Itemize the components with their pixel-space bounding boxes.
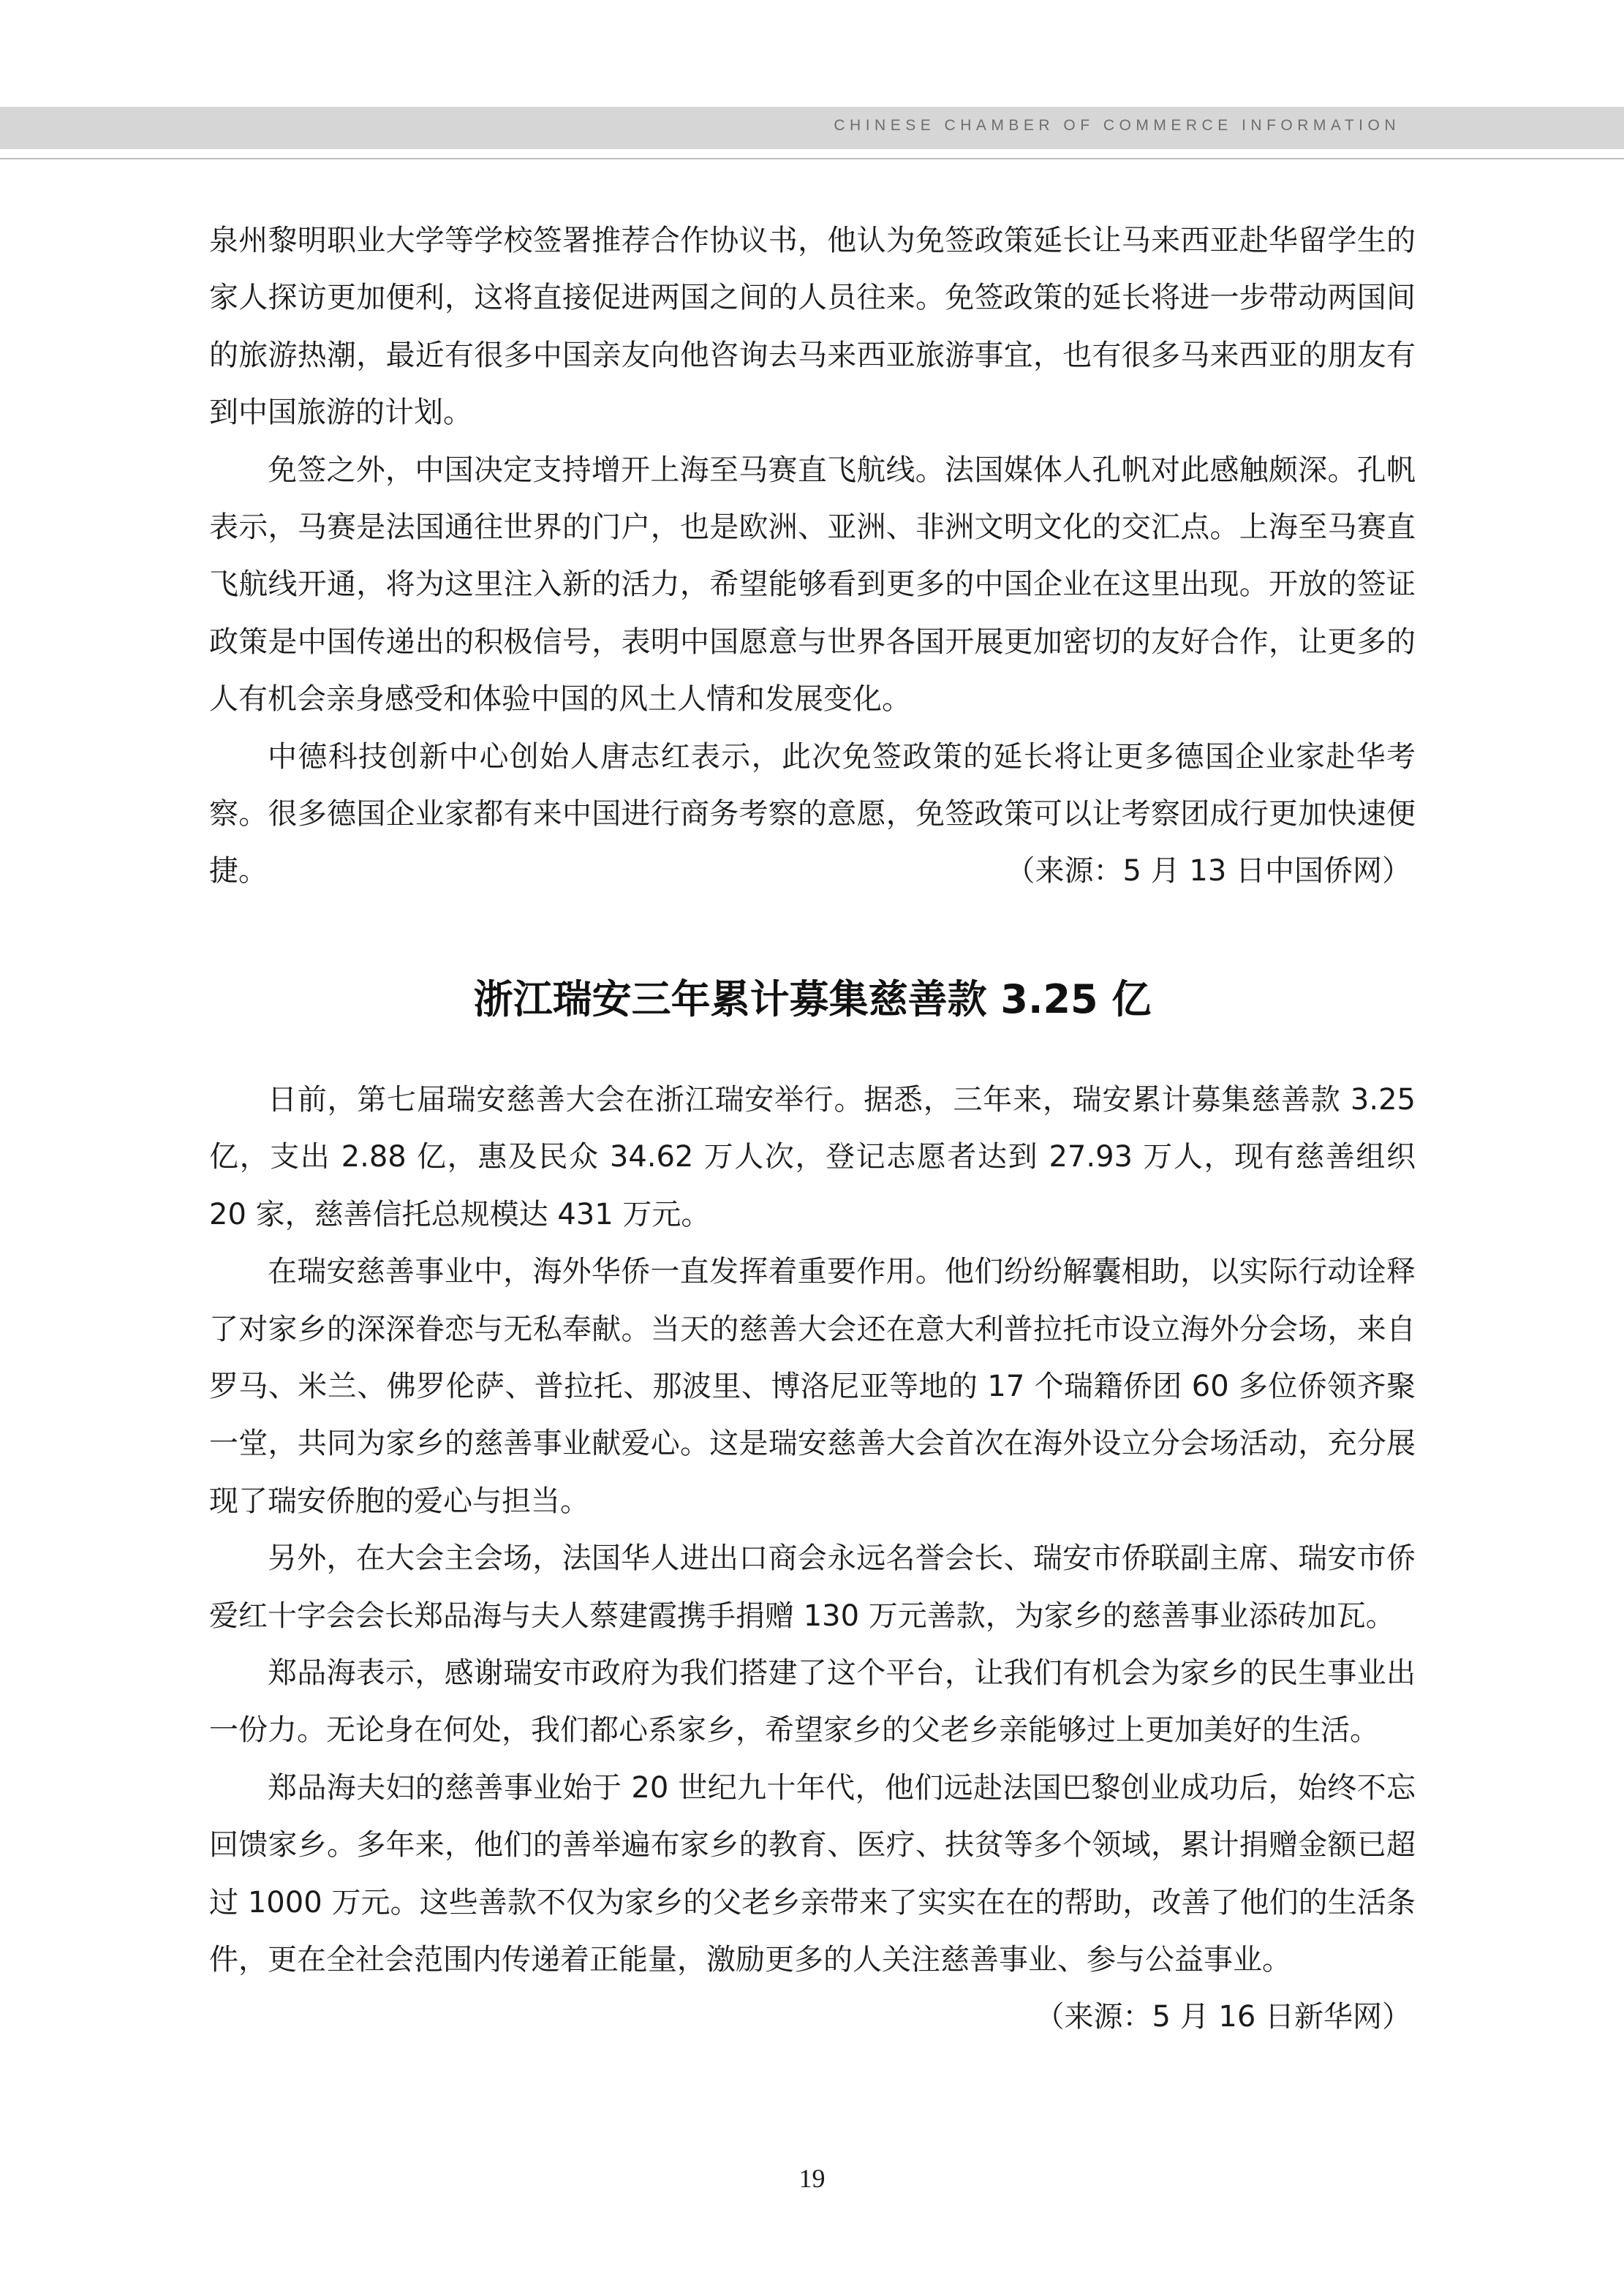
article2-paragraph-5: 郑品海夫妇的慈善事业始于 20 世纪九十年代，他们远赴法国巴黎创业成功后，始终不忘回馈家乡。多年来，他们的善举遍布家乡的教育、医疗、扶贫等多个领域，累计捐赠金额已超过 1000 万元。这些善款不仅为家乡的父老乡亲带来了实实在在的帮助，改善了他们的生活条件，更在全社会范围内传递着正能量，激励更多的人关注慈善事业、参与公益事业。 (209, 1770, 1416, 1977)
article1-source: （来源：5 月 13 日中国侨网） (1005, 854, 1411, 888)
article1-paragraph-3: 中德科技创新中心创始人唐志红表示，此次免签政策的延长将让更多德国企业家赴华考察。很多德国企业家都有来中国进行商务考察的意愿，免签政策可以让考察团成行更加快速便捷。 (209, 739, 1416, 888)
article2-paragraph-1: 日前，第七届瑞安慈善大会在浙江瑞安举行。据悉，三年来，瑞安累计募集慈善款 3.25 亿，支出 2.88 亿，惠及民众 34.62 万人次，登记志愿者达到 27.93 万人，现有慈善组织 20 家，慈善信托总规模达 431 万元。 (209, 1082, 1416, 1231)
article2-paragraph-4: 郑品海表示，感谢瑞安市政府为我们搭建了这个平台，让我们有机会为家乡的民生事业出一份力。无论身在何处，我们都心系家乡，希望家乡的父老乡亲能够过上更加美好的生活。 (209, 1656, 1416, 1748)
article-continued (209, 212, 1416, 900)
publication-header: CHINESE CHAMBER OF COMMERCE INFORMATION (834, 117, 1400, 134)
article2-title: 浙江瑞安三年累计募集慈善款 3.25 亿 (473, 975, 1152, 1022)
article-ruian-charity (209, 970, 1416, 2046)
article1-paragraph-2: 免签之外，中国决定支持增开上海至马赛直飞航线。法国媒体人孔帆对此感触颇深。孔帆表示，马赛是法国通往世界的门户，也是欧洲、亚洲、非洲文明文化的交汇点。上海至马赛直飞航线开通，将为这里注入新的活力，希望能够看到更多的中国企业在这里出现。开放的签证政策是中国传递出的积极信号，表明中国愿意与世界各国开展更加密切的友好合作，让更多的人有机会亲身感受和体验中国的风土人情和发展变化。 (209, 453, 1416, 717)
article1-paragraph-1: 泉州黎明职业大学等学校签署推荐合作协议书，他认为免签政策延长让马来西亚赴华留学生的家人探访更加便利，这将直接促进两国之间的人员往来。免签政策的延长将进一步带动两国间的旅游热潮，最近有很多中国亲友向他咨询去马来西亚旅游事宜，也有很多马来西亚的朋友有到中国旅游的计划。 (209, 224, 1416, 430)
article2-paragraph-2: 在瑞安慈善事业中，海外华侨一直发挥着重要作用。他们纷纷解囊相助，以实际行动诠释了对家乡的深深眷恋与无私奉献。当天的慈善大会还在意大利普拉托市设立海外分会场，来自罗马、米兰、佛罗伦萨、普拉托、那波里、博洛尼亚等地的 17 个瑞籍侨团 60 多位侨领齐聚一堂，共同为家乡的慈善事业献爱心。这是瑞安慈善大会首次在海外设立分会场活动，充分展现了瑞安侨胞的爱心与担当。 (209, 1255, 1416, 1518)
page-content (209, 212, 1416, 2046)
header-rule (0, 158, 1624, 159)
page-number: 19 (798, 2164, 826, 2193)
article2-source: （来源：5 月 16 日新华网） (1035, 2000, 1411, 2034)
article2-paragraph-3: 另外，在大会主会场，法国华人进出口商会永远名誉会长、瑞安市侨联副主席、瑞安市侨爱红十字会会长郑品海与夫人蔡建霞携手捐赠 130 万元善款，为家乡的慈善事业添砖加瓦。 (209, 1541, 1416, 1633)
